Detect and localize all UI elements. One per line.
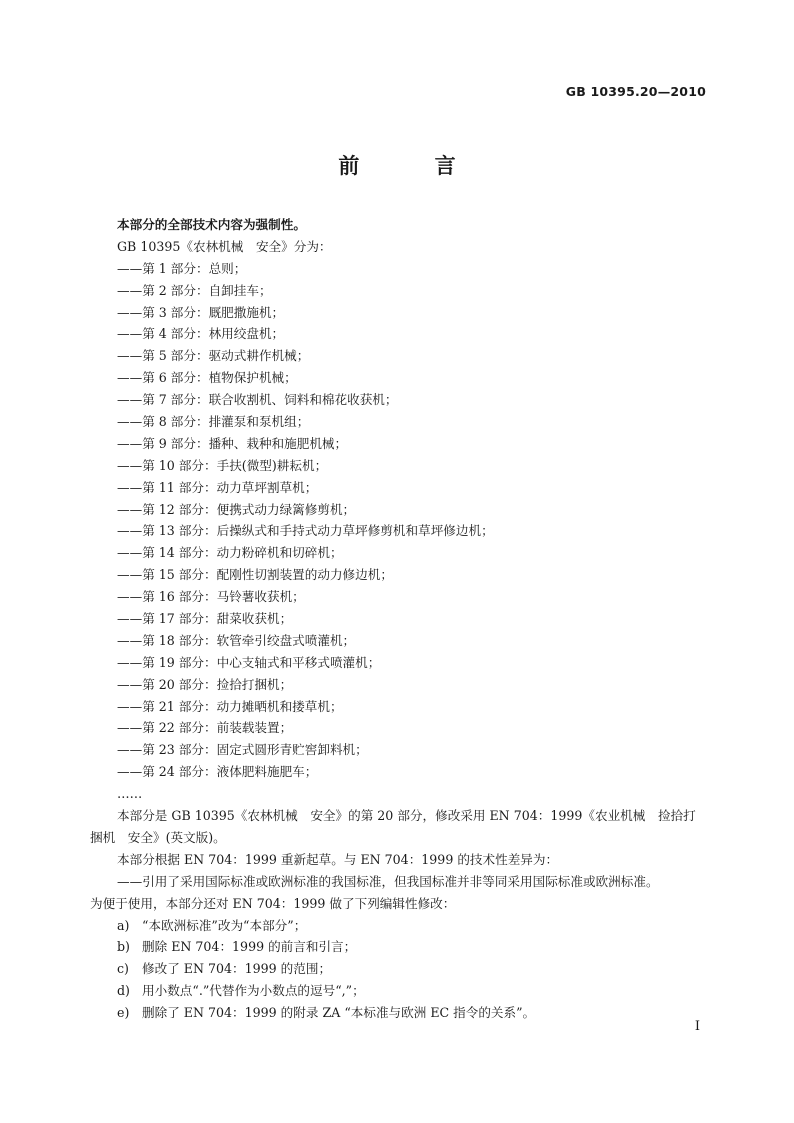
list-item: ——第 23 部分：固定式圆形青贮窖卸料机； (117, 742, 368, 758)
item-text: “本欧洲标准”改为“本部分”； (142, 917, 307, 933)
list-item: ——第 20 部分：捡拾打捆机； (117, 676, 293, 692)
item-text: 删除 EN 704：1999 的前言和引言； (142, 939, 357, 955)
series-statement: GB 10395《农林机械 安全》分为： (117, 238, 332, 254)
list-item (90, 1002, 706, 1024)
parts-list (90, 258, 706, 783)
technical-difference: ——引用了采用国际标准或欧洲标准的我国标准，但我国标准并非等同采用国际标准或欧洲标准。 (117, 873, 659, 889)
list-item (90, 958, 706, 980)
list-item: ——第 22 部分：前装载装置； (117, 720, 293, 736)
list-item: ——第 13 部分：后操纵式和手持式动力草坪修剪机和草坪修边机； (117, 523, 494, 539)
list-item: ——第 16 部分：马铃薯收获机； (117, 589, 305, 605)
edits-list (90, 915, 706, 1024)
list-item: ——第 12 部分：便携式动力绿篱修剪机； (117, 501, 356, 517)
adoption-paragraph: 本部分是 GB 10395《农林机械 安全》的第 20 部分，修改采用 EN 704：1999《农业机械 捡拾打捆机 安全》(英文版)。 (90, 808, 696, 845)
ellipsis: …… (117, 786, 143, 802)
list-item: ——第 8 部分：排灌泵和泵机组； (117, 414, 310, 430)
mandatory-statement: 本部分的全部技术内容为强制性。 (117, 217, 306, 232)
page-title: 前 言 (338, 154, 490, 178)
item-text: 删除了 EN 704：1999 的附录 ZA “本标准与欧洲 EC 指令的关系”。 (142, 1005, 536, 1021)
page-number: I (694, 1019, 700, 1034)
list-item: ——第 14 部分：动力粉碎机和切碎机； (117, 545, 343, 561)
list-item: ——第 3 部分：厩肥撒施机； (117, 304, 285, 320)
list-item: ——第 24 部分：液体肥料施肥车； (117, 764, 318, 780)
list-item: ——第 18 部分：软管牵引绞盘式喷灌机； (117, 632, 356, 648)
list-item: ——第 9 部分：播种、栽种和施肥机械； (117, 435, 348, 451)
document-body (90, 214, 706, 1024)
list-item: ——第 5 部分：驱动式耕作机械； (117, 348, 310, 364)
list-item: ——第 11 部分：动力草坪割草机； (117, 479, 318, 495)
item-label: d) (117, 983, 130, 999)
list-item: ——第 21 部分：动力摊晒机和搂草机； (117, 698, 343, 714)
list-item: ——第 15 部分：配刚性切割装置的动力修边机； (117, 567, 393, 583)
list-item: ——第 2 部分：自卸挂车； (117, 282, 272, 298)
list-item: ——第 10 部分：手扶(微型)耕耘机； (117, 457, 328, 473)
item-label: b) (117, 939, 130, 955)
list-item (90, 915, 706, 937)
list-item: ——第 1 部分：总则； (117, 260, 247, 276)
item-label: c) (117, 961, 129, 977)
redraft-statement: 本部分根据 EN 704：1999 重新起草。与 EN 704：1999 的技术性差异为： (117, 851, 559, 867)
standard-number: GB 10395.20—2010 (565, 84, 706, 99)
list-item: ——第 7 部分：联合收割机、饲料和棉花收获机； (117, 392, 398, 408)
item-label: e) (117, 1005, 130, 1021)
item-label: a) (117, 917, 130, 933)
list-item (90, 936, 706, 958)
list-item: ——第 6 部分：植物保护机械； (117, 370, 297, 386)
editorial-intro: 为便于使用，本部分还对 EN 704：1999 做了下列编辑性修改： (90, 895, 456, 911)
item-text: 用小数点“.”代替作为小数点的逗号“,”； (142, 983, 365, 999)
list-item: ——第 4 部分：林用绞盘机； (117, 326, 285, 342)
item-text: 修改了 EN 704：1999 的范围； (142, 961, 332, 977)
list-item: ——第 19 部分：中心支轴式和平移式喷灌机； (117, 654, 381, 670)
list-item: ——第 17 部分：甜菜收获机； (117, 611, 293, 627)
list-item (90, 980, 706, 1002)
